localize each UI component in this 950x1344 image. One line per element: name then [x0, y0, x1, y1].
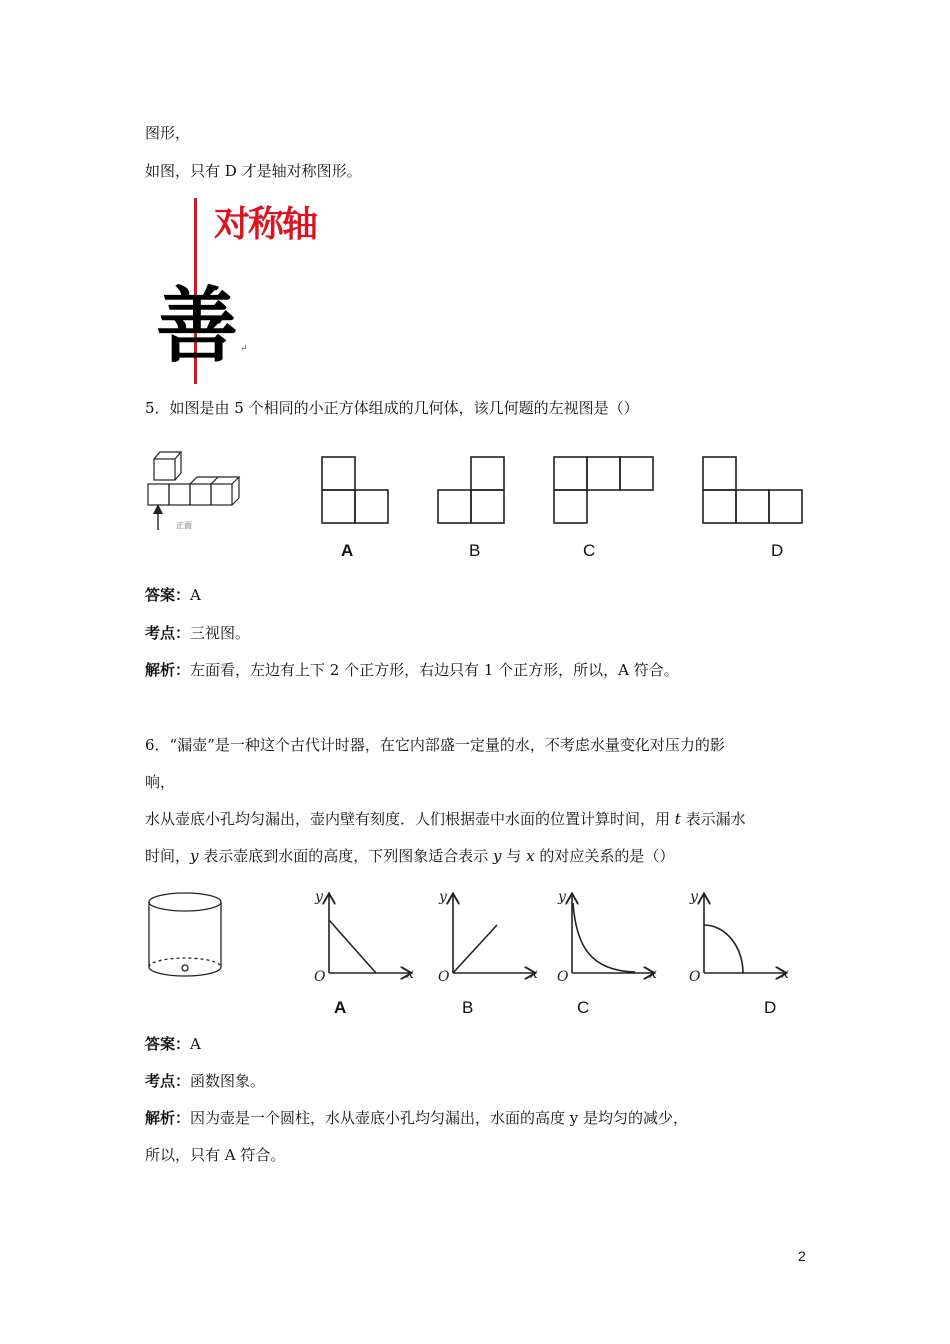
q6-topic — [145, 1071, 265, 1091]
q6-option-d-label: D — [764, 998, 777, 1017]
topic-value: 函数图象。 — [190, 1072, 266, 1090]
cube-solid-drawing — [148, 452, 239, 530]
q5-option-c-label: C — [583, 541, 596, 560]
q5-question: 5．如图是由 5 个相同的小正方体组成的几何体，该几何题的左视图是（） — [145, 399, 639, 417]
text-segment: 水从壶底小孔均匀漏出，壶内壁有刻度．人们根据壶中水面的位置计算时间，用 — [145, 810, 675, 828]
topic-label: 考点： — [145, 624, 191, 642]
q6-option-a-label: A — [334, 998, 347, 1017]
origin-label: O — [314, 969, 326, 985]
q6-option-c-label: C — [577, 998, 590, 1017]
option-c-view — [554, 457, 653, 523]
axis-x-label: x — [530, 966, 538, 982]
q6-line-4 — [145, 846, 674, 866]
origin-label: O — [557, 969, 569, 985]
q6-option-b-label: B — [462, 998, 474, 1017]
q6-line-1: 6．“漏壶”是一种这个古代计时器，在它内部盛一定量的水，不考虑水量变化对压力的影 — [145, 736, 725, 754]
option-d-view — [703, 457, 802, 523]
answer-value: A — [190, 1035, 201, 1053]
text-segment: 时间， — [145, 847, 191, 865]
origin-label: O — [689, 969, 701, 985]
graph-d — [704, 895, 785, 973]
q5-answer — [145, 585, 201, 605]
q6-answer — [145, 1034, 201, 1054]
text-segment: 表示壶底到水面的高度，下列图象适合表示 — [198, 847, 494, 865]
origin-label: O — [438, 969, 450, 985]
text-line: 如图，只有 D 才是轴对称图形。 — [145, 162, 362, 180]
page-number: 2 — [798, 1248, 806, 1264]
q5-topic — [145, 623, 250, 643]
option-b-view — [438, 457, 504, 523]
axis-y-label: y — [690, 889, 698, 905]
axis-y-label: y — [315, 889, 323, 905]
q6-analysis — [145, 1108, 688, 1128]
text-segment: 的对应关系的是（） — [534, 847, 675, 865]
q6-line-3 — [145, 809, 746, 829]
cylinder-drawing — [149, 893, 221, 976]
answer-label: 答案： — [145, 1035, 191, 1053]
q5-option-b-label: B — [469, 541, 481, 560]
analysis-label: 解析： — [145, 1109, 191, 1127]
topic-value: 三视图。 — [190, 624, 251, 642]
option-a-view — [322, 457, 388, 523]
front-label: 正面 — [176, 521, 192, 530]
q6-figures — [140, 885, 810, 995]
var-x: x — [526, 847, 535, 865]
topic-label: 考点： — [145, 1072, 191, 1090]
graph-a — [329, 895, 410, 973]
var-y: y — [190, 847, 199, 865]
paragraph-mark: ↵ — [240, 344, 248, 354]
var-y: y — [493, 847, 502, 865]
q5-analysis — [145, 660, 679, 680]
axis-x-label: x — [781, 966, 789, 982]
text-segment: 表示漏水 — [680, 810, 746, 828]
axis-x-label: x — [406, 966, 414, 982]
analysis-value: 因为壶是一个圆柱，水从壶底小孔均匀漏出，水面的高度 y 是均匀的减少， — [190, 1109, 689, 1127]
analysis-value: 左面看，左边有上下 2 个正方形，右边只有 1 个正方形，所以，A 符合。 — [190, 661, 679, 679]
symmetry-axis-title: 对称轴 — [214, 204, 317, 245]
graph-c — [572, 895, 653, 973]
text-line: 图形， — [145, 124, 191, 142]
axis-y-label: y — [439, 889, 447, 905]
q5-option-d-label: D — [771, 541, 784, 560]
answer-value: A — [190, 586, 201, 604]
text-segment: 与 — [501, 847, 527, 865]
graph-b — [453, 895, 534, 973]
analysis-label: 解析： — [145, 661, 191, 679]
axis-y-label: y — [558, 889, 566, 905]
axis-x-label: x — [649, 966, 657, 982]
var-t: t — [674, 810, 681, 828]
q5-option-a-label: A — [341, 541, 354, 560]
answer-label: 答案： — [145, 586, 191, 604]
q6-line-2: 响， — [145, 773, 176, 791]
q6-analysis-2: 所以，只有 A 符合。 — [145, 1146, 286, 1164]
symmetry-character: 善 — [156, 279, 239, 374]
